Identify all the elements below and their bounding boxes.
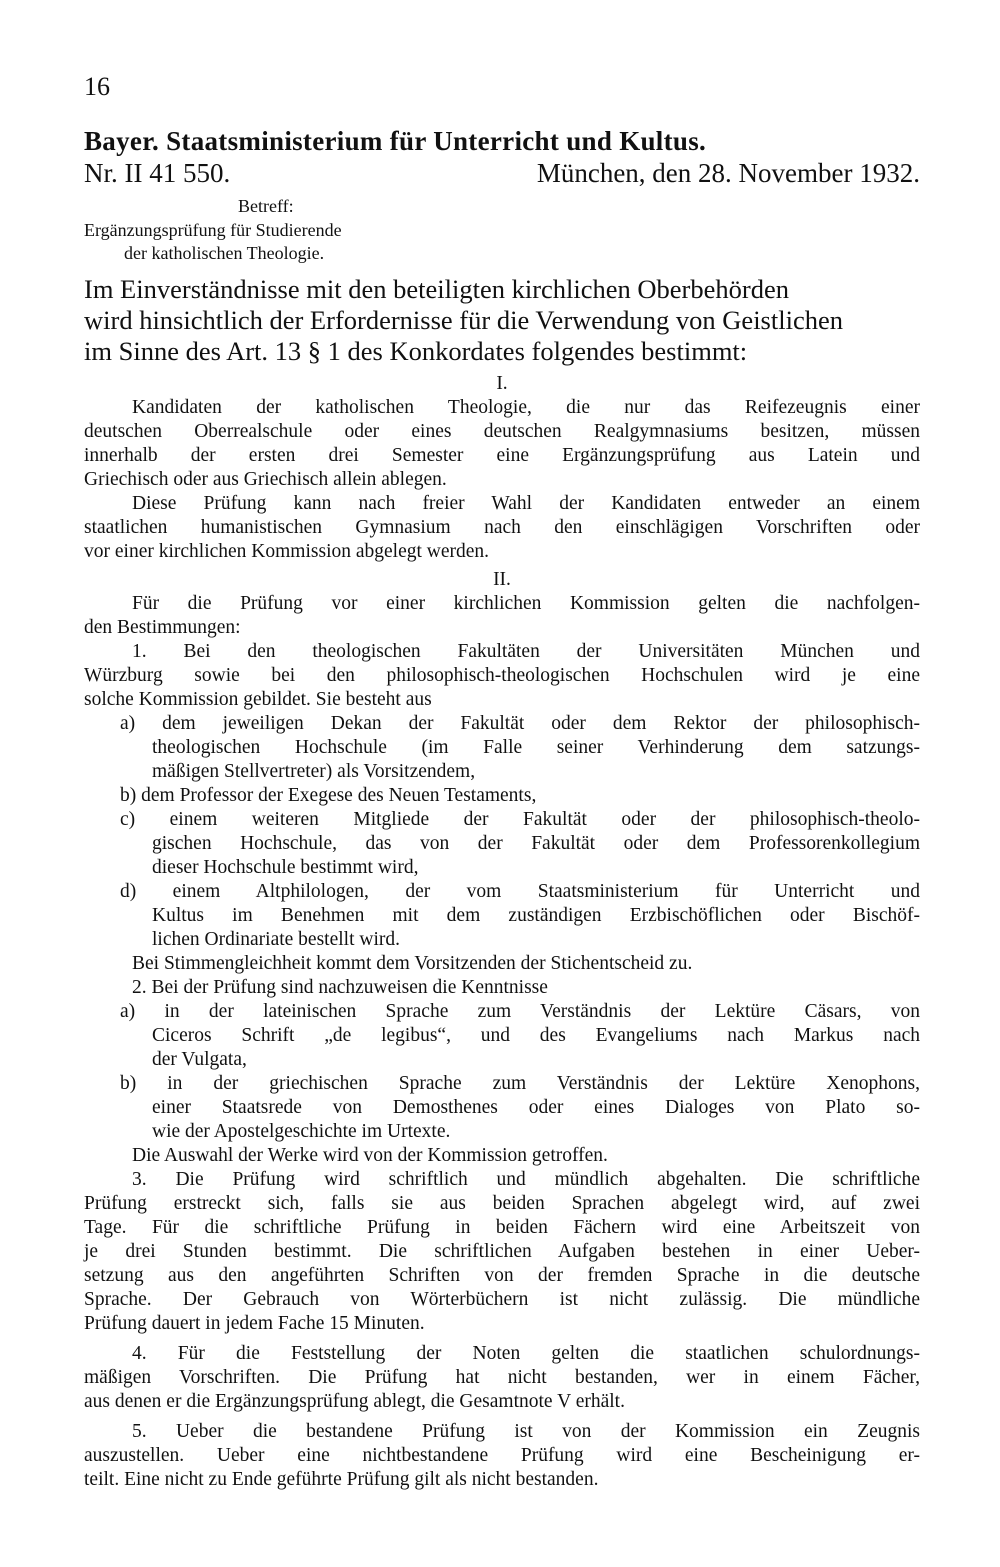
paragraph-line: Für die Prüfung vor einer kirchlichen Kommission gelten die nachfolgen- [132, 593, 920, 614]
list-item-line: einer Staatsrede von Demosthenes oder eines Dialoges von Plato so- [152, 1097, 920, 1118]
page-number: 16 [84, 72, 110, 101]
list-item-line: gischen Hochschule, das von der Fakultät oder dem Professorenkollegium [152, 833, 920, 854]
paragraph-line: innerhalb der ersten drei Semester eine Ergänzungsprüfung aus Latein und [84, 445, 920, 466]
section-1 [84, 372, 920, 564]
paragraph-line: 5. Ueber die bestandene Prüfung ist von der Kommission ein Zeugnis [132, 1421, 920, 1442]
list-item-line: der Vulgata, [152, 1049, 247, 1070]
place-date: München, den 28. November 1932. [536, 158, 920, 188]
list-item-line: Kultus im Benehmen mit dem zuständigen Erzbischöflichen oder Bischöf- [152, 905, 920, 926]
reference-line [84, 158, 920, 189]
list-item-line: mäßigen Stellvertreter) als Vorsitzendem, [152, 761, 476, 782]
paragraph-line: deutschen Oberrealschule oder eines deutschen Realgymnasiums besitzen, müssen [84, 421, 920, 442]
paragraph-line: Prüfung erstreckt sich, falls sie aus beiden Sprachen abgelegt wird, auf zwei [84, 1193, 920, 1214]
list-item-line: a) dem jeweiligen Dekan der Fakultät oder dem Rektor der philosophisch- [120, 713, 920, 734]
subject-line-1: Ergänzungsprüfung für Studierende [84, 220, 342, 240]
list-item-line: Ciceros Schrift „de legibus“, und des Evangeliums nach Markus nach [152, 1025, 920, 1046]
list-item-line: dieser Hochschule bestimmt wird, [152, 857, 419, 878]
list-item-line: b) in der griechischen Sprache zum Verständnis der Lektüre Xenophons, [120, 1073, 920, 1094]
paragraph-line: 2. Bei der Prüfung sind nachzuweisen die Kenntnisse [132, 977, 548, 998]
intro-paragraph [84, 274, 920, 367]
subject-line-2: der katholischen Theologie. [124, 243, 325, 263]
intro-line: im Sinne des Art. 13 § 1 des Konkordates folgendes bestimmt: [84, 336, 748, 366]
paragraph-line: Sprache. Der Gebrauch von Wörterbüchern ist nicht zulässig. Die mündliche [84, 1289, 920, 1310]
paragraph-line: je drei Stunden bestimmt. Die schriftlichen Aufgaben bestehen in einer Ueber- [84, 1241, 920, 1262]
section-heading: I. [496, 373, 508, 394]
list-item-line: wie der Apostelgeschichte im Urtexte. [152, 1121, 451, 1142]
list-item-line: d) einem Altphilologen, der vom Staatsministerium für Unterricht und [120, 881, 920, 902]
paragraph-line: aus denen er die Ergänzungsprüfung ablegt, die Gesamtnote V erhält. [84, 1391, 625, 1412]
paragraph-line: teilt. Eine nicht zu Ende geführte Prüfung gilt als nicht bestanden. [84, 1469, 599, 1490]
paragraph-line: Kandidaten der katholischen Theologie, die nur das Reifezeugnis einer [132, 397, 920, 418]
paragraph-line: auszustellen. Ueber eine nichtbestandene Prüfung wird eine Bescheinigung er- [84, 1445, 920, 1466]
paragraph-line: 3. Die Prüfung wird schriftlich und mündlich abgehalten. Die schriftliche [132, 1169, 920, 1190]
paragraph-line: mäßigen Vorschriften. Die Prüfung hat nicht bestanden, wer in einem Fächer, [84, 1367, 920, 1388]
reference-number: Nr. II 41 550. [84, 158, 231, 188]
paragraph-line: Bei Stimmengleichheit kommt dem Vorsitzenden der Stichentscheid zu. [132, 953, 693, 974]
subject-block [84, 219, 342, 265]
intro-line: Im Einverständnisse mit den beteiligten kirchlichen Oberbehörden [84, 274, 789, 304]
paragraph-line: Würzburg sowie bei den philosophisch-theologischen Hochschulen wird je eine [84, 665, 920, 686]
paragraph-line: Die Auswahl der Werke wird von der Kommission getroffen. [132, 1145, 608, 1166]
ministry-heading: Bayer. Staatsministerium für Unterricht und Kultus. [84, 126, 707, 156]
list-item-line: a) in der lateinischen Sprache zum Verständnis der Lektüre Cäsars, von [120, 1001, 920, 1022]
list-item-line: b) dem Professor der Exegese des Neuen Testaments, [120, 785, 537, 806]
paragraph-line: setzung aus den angeführten Schriften von der fremden Sprache in die deutsche [84, 1265, 920, 1286]
paragraph-line: staatlichen humanistischen Gymnasium nach den einschlägigen Vorschriften oder [84, 517, 920, 538]
list-item-line: theologischen Hochschule (im Falle seiner Verhinderung dem satzungs- [152, 737, 920, 758]
paragraph-line: 1. Bei den theologischen Fakultäten der Universitäten München und [132, 641, 920, 662]
paragraph-line: vor einer kirchlichen Kommission abgelegt werden. [84, 541, 490, 562]
section-2 [84, 568, 920, 1492]
list-item-line: c) einem weiteren Mitgliede der Fakultät oder der philosophisch-theolo- [120, 809, 920, 830]
section-heading: II. [493, 569, 511, 590]
subject-label: Betreff: [238, 196, 294, 216]
intro-line: wird hinsichtlich der Erfordernisse für die Verwendung von Geistlichen [84, 305, 843, 335]
paragraph-line: 4. Für die Feststellung der Noten gelten die staatlichen schulordnungs- [132, 1343, 920, 1364]
paragraph-line: den Bestimmungen: [84, 617, 241, 638]
paragraph-line: Griechisch oder aus Griechisch allein ablegen. [84, 469, 447, 490]
list-item-line: lichen Ordinariate bestellt wird. [152, 929, 400, 950]
paragraph-line: Diese Prüfung kann nach freier Wahl der Kandidaten entweder an einem [132, 493, 920, 514]
paragraph-line: solche Kommission gebildet. Sie besteht aus [84, 689, 432, 710]
paragraph-line: Prüfung dauert in jedem Fache 15 Minuten. [84, 1313, 425, 1334]
paragraph-line: Tage. Für die schriftliche Prüfung in beiden Fächern wird eine Arbeitszeit von [84, 1217, 920, 1238]
